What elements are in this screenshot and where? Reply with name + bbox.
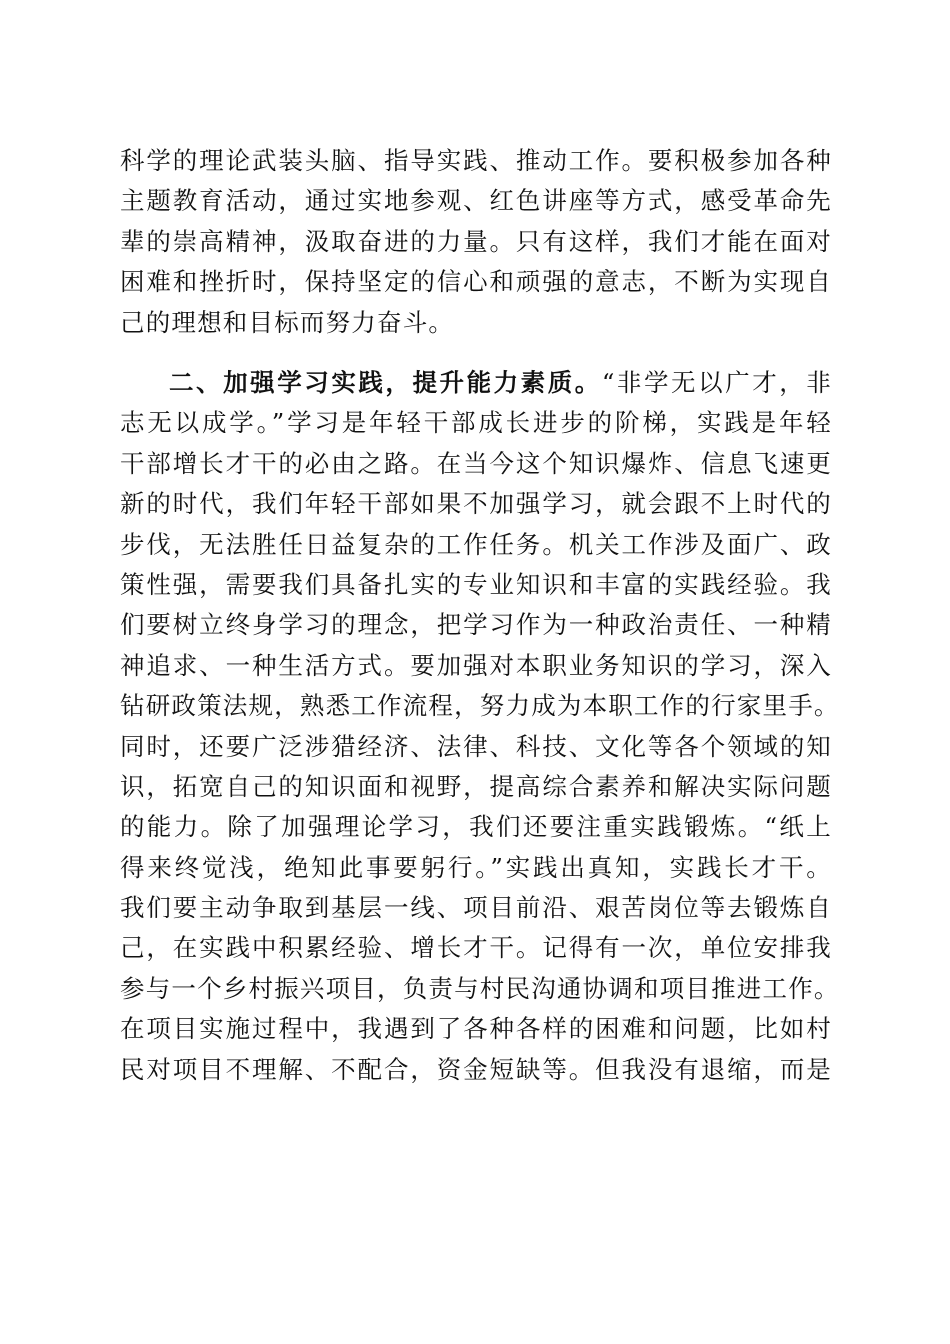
paragraph-line: 的能力。除了加强理论学习，我们还要注重实践锻炼。“纸上 — [120, 812, 832, 842]
paragraph-line: 参与一个乡村振兴项目，负责与村民沟通协调和项目推进工作。 — [120, 973, 840, 1003]
paragraph-line: 志无以成学。”学习是年轻干部成长进步的阶梯，实践是年轻 — [120, 408, 832, 438]
paragraph-line: 们要树立终身学习的理念，把学习作为一种政治责任、一种精 — [120, 610, 832, 640]
paragraph-line: 新的时代，我们年轻干部如果不加强学习，就会跟不上时代的 — [120, 489, 832, 519]
paragraph-line-rest: “非学无以广才，非 — [601, 368, 833, 397]
paragraph-line: 钻研政策法规，熟悉工作流程，努力成为本职工作的行家里手。 — [120, 691, 840, 721]
paragraph-2 — [120, 363, 840, 1130]
paragraph-line: 我们要主动争取到基层一线、项目前沿、艰苦岗位等去锻炼自 — [120, 893, 832, 923]
paragraph-line: 己，在实践中积累经验、增长才干。记得有一次，单位安排我 — [120, 933, 832, 963]
paragraph-line: 辈的崇高精神，汲取奋进的力量。只有这样，我们才能在面对 — [120, 226, 832, 256]
paragraph-line: 同时，还要广泛涉猎经济、法律、科技、文化等各个领域的知 — [120, 731, 832, 761]
paragraph-line: 干部增长才干的必由之路。在当今这个知识爆炸、信息飞速更 — [120, 448, 832, 478]
section-heading: 二、加强学习实践，提升能力素质。 — [169, 368, 602, 397]
paragraph-1 — [120, 141, 832, 343]
paragraph-line: 主题教育活动，通过实地参观、红色讲座等方式，感受革命先 — [120, 186, 832, 216]
paragraph-line: 己的理想和目标而努力奋斗。 — [120, 307, 455, 337]
paragraph-line: 民对项目不理解、不配合，资金短缺等。但我没有退缩，而是 — [120, 1054, 832, 1084]
paragraph-first-line — [120, 363, 832, 403]
paragraph-line: 困难和挫折时，保持坚定的信心和顽强的意志，不断为实现自 — [120, 267, 832, 297]
paragraph-line: 在项目实施过程中，我遇到了各种各样的困难和问题，比如村 — [120, 1014, 832, 1044]
paragraph-line — [120, 1090, 832, 1130]
paragraph-line: 策性强，需要我们具备扎实的专业知识和丰富的实践经验。我 — [120, 569, 832, 599]
paragraph-line: 科学的理论武装头脑、指导实践、推动工作。要积极参加各种 — [120, 146, 832, 175]
paragraph-line: 步伐，无法胜任日益复杂的工作任务。机关工作涉及面广、政 — [120, 529, 832, 559]
paragraph-line: 得来终觉浅，绝知此事要躬行。”实践出真知，实践长才干。 — [120, 852, 832, 882]
paragraph-line: 识，拓宽自己的知识面和视野，提高综合素养和解决实际问题 — [120, 771, 832, 801]
paragraph-line: 神追求、一种生活方式。要加强对本职业务知识的学习，深入 — [120, 650, 832, 680]
